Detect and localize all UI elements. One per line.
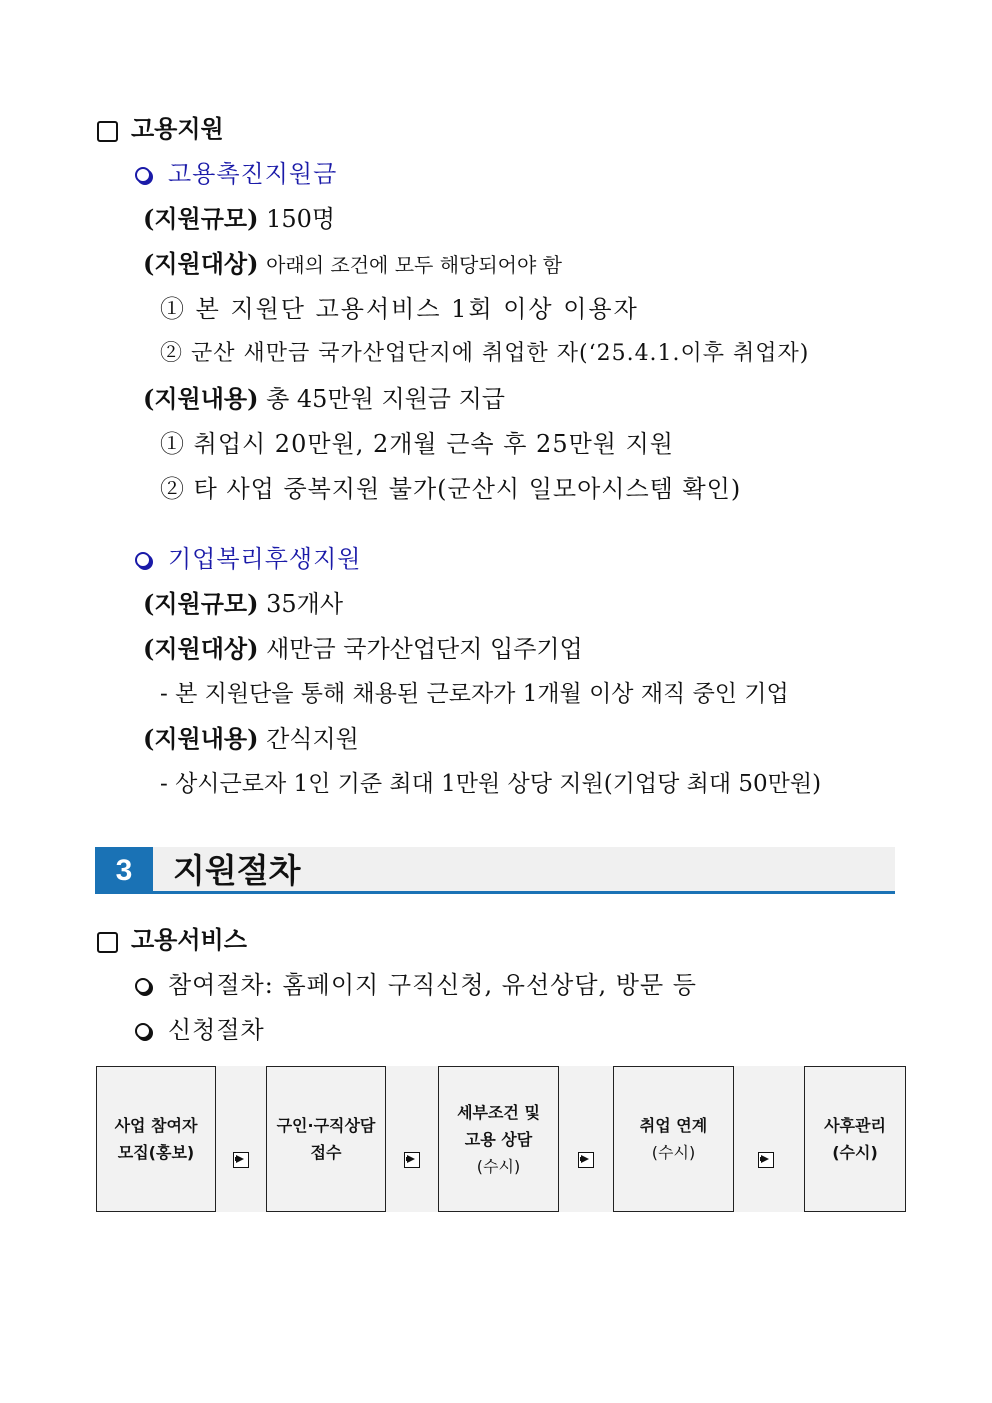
promo-content-value: 총 45만원 지원금 지급 <box>266 385 505 413</box>
welfare-target-label: (지원대상) <box>143 634 259 663</box>
section-header <box>95 847 895 894</box>
flow-gap <box>558 1066 613 1212</box>
flow-step-line: 취업 연계 <box>639 1116 708 1135</box>
arrow-right-icon <box>233 1152 249 1168</box>
application-procedure: 신청절차 <box>168 1016 265 1044</box>
circle-bullet-icon <box>135 978 151 994</box>
promo-target-item: ① 본 지원단 고용서비스 1회 이상 이용자 <box>160 295 639 323</box>
promo-target-item: ② 군산 새만금 국가산업단지에 취업한 자(‘25.4.1.이후 취업자) <box>160 341 810 366</box>
arrow-right-icon <box>404 1152 420 1168</box>
welfare-content-label: (지원내용) <box>143 724 259 753</box>
welfare-target-value: 새만금 국가산업단지 입주기업 <box>266 635 583 663</box>
flow-step-employment-consult <box>438 1066 559 1212</box>
flow-step-line: 사업 참여자 <box>114 1116 198 1135</box>
promo-content <box>143 384 505 414</box>
flow-step-line: 접수 <box>310 1143 342 1162</box>
promo-title: 고용촉진지원금 <box>168 160 338 188</box>
flow-step-job-link <box>613 1066 734 1212</box>
circle-bullet-icon <box>135 1023 151 1039</box>
promo-content-item: ① 취업시 20만원, 2개월 근속 후 25만원 지원 <box>160 430 674 458</box>
circle-bullet-icon <box>135 167 151 183</box>
circle-bullet-icon <box>135 552 151 568</box>
promo-scale-label: (지원규모) <box>143 204 259 233</box>
square-bullet-icon <box>97 932 118 953</box>
arrow-right-icon <box>578 1152 594 1168</box>
section-title: 지원절차 <box>173 851 301 890</box>
section-underline <box>153 891 895 894</box>
promo-scale <box>143 204 335 234</box>
welfare-scale <box>143 589 343 619</box>
welfare-scale-value: 35개사 <box>266 590 344 618</box>
flow-step-line: 모집(홍보) <box>117 1143 195 1162</box>
flow-gap <box>215 1066 266 1212</box>
flow-step-line: 구인·구직상담 <box>276 1116 376 1135</box>
promo-content-label: (지원내용) <box>143 384 259 413</box>
welfare-target <box>143 634 583 664</box>
flow-step-line: (수시) <box>832 1143 878 1162</box>
square-bullet-icon <box>97 121 118 142</box>
welfare-title: 기업복리후생지원 <box>168 545 362 573</box>
promo-target-label: (지원대상) <box>143 249 259 278</box>
flow-step-line: (수시) <box>476 1156 521 1176</box>
flow-step-line: 사후관리 <box>824 1116 886 1135</box>
flow-step-line: 세부조건 및 <box>457 1102 540 1122</box>
employment-support-heading: 고용지원 <box>131 114 224 143</box>
welfare-target-detail: - 본 지원단을 통해 채용된 근로자가 1개월 이상 재직 중인 기업 <box>160 681 789 707</box>
application-flow <box>96 1066 907 1212</box>
flow-step-line: (수시) <box>651 1143 696 1162</box>
promo-scale-value: 150명 <box>266 205 336 233</box>
welfare-content-value: 간식지원 <box>266 725 359 753</box>
flow-gap <box>386 1066 438 1212</box>
flow-step-consult-intake <box>266 1066 386 1212</box>
participation-procedure: 참여절차: 홈페이지 구직신청, 유선상담, 방문 등 <box>168 971 697 999</box>
welfare-content <box>143 724 359 754</box>
flow-step-recruit <box>96 1066 216 1212</box>
employment-service-heading: 고용서비스 <box>131 925 247 954</box>
flow-gap <box>733 1066 804 1212</box>
promo-target <box>143 249 562 280</box>
arrow-right-icon <box>758 1152 774 1168</box>
promo-content-item: ② 타 사업 중복지원 불가(군산시 일모아시스템 확인) <box>160 475 742 503</box>
promo-target-value: 아래의 조건에 모두 해당되어야 함 <box>266 253 563 277</box>
flow-step-line: 고용 상담 <box>464 1129 533 1149</box>
welfare-content-detail: - 상시근로자 1인 기준 최대 1만원 상당 지원(기업당 최대 50만원) <box>160 771 822 797</box>
flow-step-aftercare <box>804 1066 906 1212</box>
section-number: 3 <box>95 847 153 894</box>
welfare-scale-label: (지원규모) <box>143 589 259 618</box>
